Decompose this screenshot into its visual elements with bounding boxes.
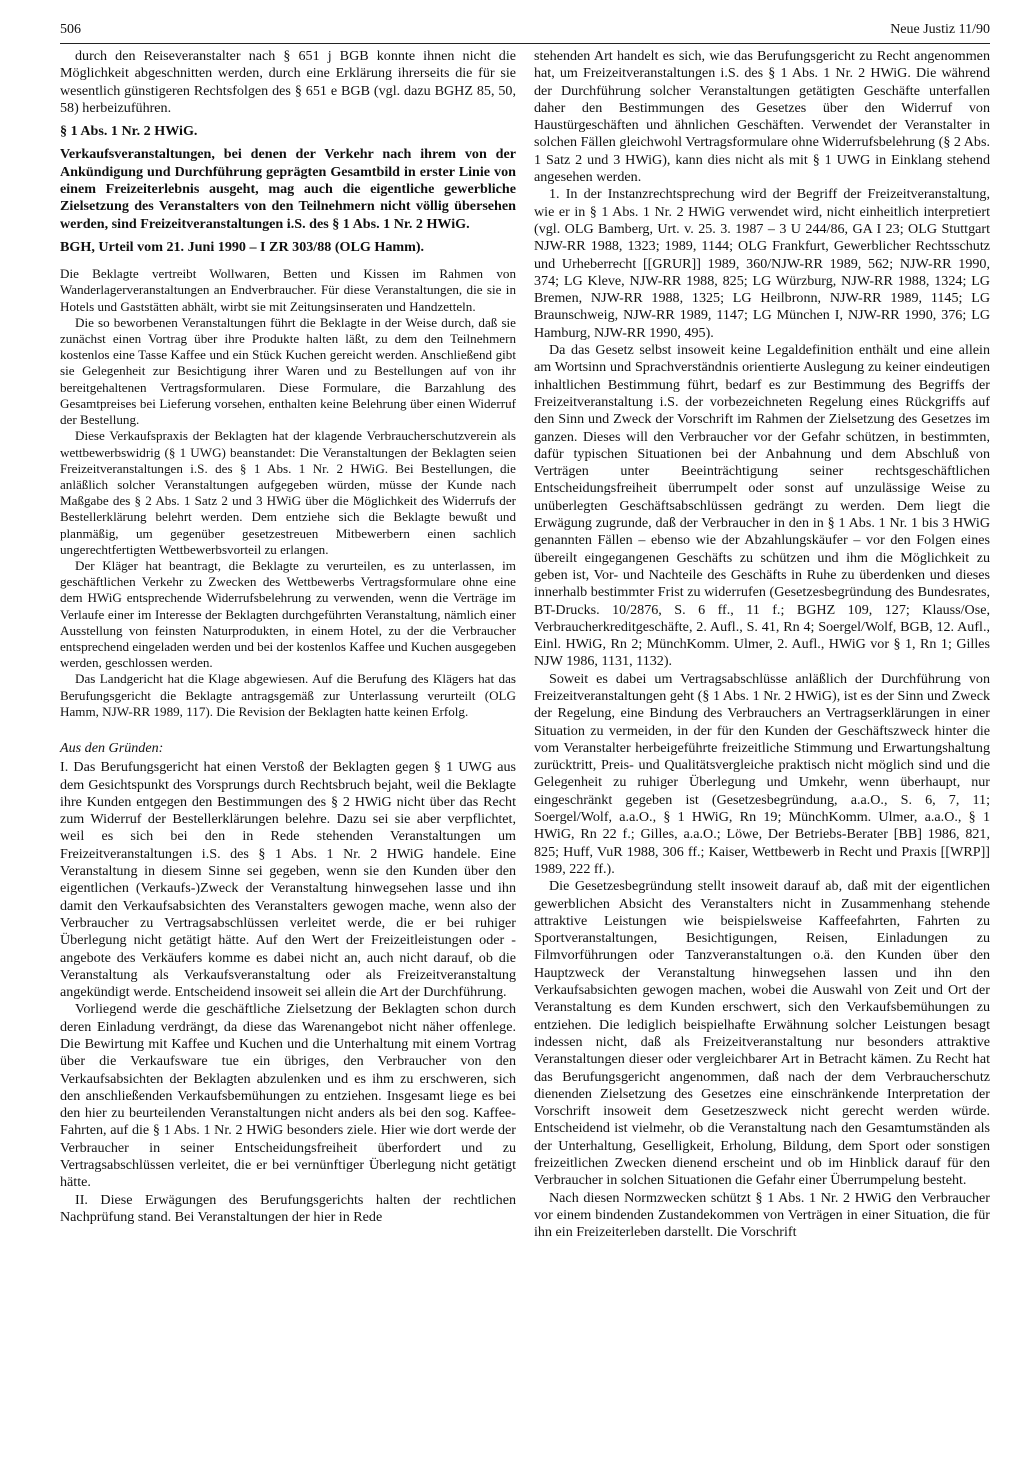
headnote: Verkaufsveranstaltungen, bei denen der Verkehr nach ihrem von der Ankündigung und Durchführung geprägten Gesamtbild in erster Linie von einem Freizeiterlebnis ausgeht, mag auch die eigentliche gewerbliche Zielsetzung des Veranstalters von den Teilnehmern nicht völlig übersehen werden, sind Freizeitveranstaltungen i.S. des § 1 Abs. 1 Nr. 2 HWiG.	[60, 146, 516, 232]
facts-paragraph: Die Beklagte vertreibt Wollwaren, Betten und Kissen im Rahmen von Wanderlagerveranstaltungen an Endverbraucher. Für diese Veranstaltungen, die sie in Hotels und Gaststätten abhält, wirbt sie mit Zeitungsinseraten und Handzetteln.	[60, 266, 516, 314]
header-rule	[60, 43, 990, 44]
paragraph: Soweit es dabei um Vertragsabschlüsse anläßlich der Durchführung von Freizeitveranstaltungen geht (§ 1 Abs. 1 Nr. 2 HWiG), ist es der Sinn und Zweck der Regelung, eine Bindung des Verbrauchers an Vertragserklärungen in einer Situation zu vermeiden, in der für den Kunden der Geschäftszweck hinter die vom Veranstalter herbeigeführte freizeitliche Stimmung und Erwartungshaltung zurücktritt, Preis- und Qualitätsvergleiche praktisch nicht möglich sind und die Gelegenheit zu ruhiger Überlegung und Umkehr, wenn überhaupt, nur eingeschränkt gegeben ist (Gesetzesbegründung, a.a.O., S. 6, 7, 11; Soergel/Wolf, a.a.O., § 1 HWiG, Rn 19; MünchKomm. Ulmer, a.a.O., § 1 HWiG, Rn 22 f.; Gilles, a.a.O.; Löwe, Der Betriebs-Berater [BB] 1986, 821, 825; Huff, VuR 1988, 306 ff.; Kaiser, Wettbewerb in Recht und Praxis [[WRP]] 1989, 222 ff.).	[534, 670, 990, 877]
paragraph: stehenden Art handelt es sich, wie das Berufungsgericht zu Recht angenommen hat, um Freizeitveranstaltungen i.S. des § 1 Abs. 1 Nr. 2 HWiG. Die während der Durchführung solcher Veranstaltungen getätigten Geschäfte unterfallen daher den Bestimmungen des Gesetzes über den Widerruf von Haustürgeschäften und ähnlichen Geschäften. Verwendet der Veranstalter in solchen Fällen gleichwohl Vertragsformulare ohne Widerrufsbelehrung (§ 2 Abs. 1 Satz 2 und 3 HWiG), kann dies nicht als mit § 1 UWG in Einklang stehend angesehen werden.	[534, 48, 990, 186]
page-header	[60, 22, 990, 44]
paragraph: Nach diesen Normzwecken schützt § 1 Abs. 1 Nr. 2 HWiG den Verbraucher vor einem bindenden Zustandekommen von Verträgen in einer Situation, die für ihn ein Freizeiterleben darstellt. Die Vorschrift	[534, 1189, 990, 1241]
paragraph: I. Das Berufungsgericht hat einen Verstoß der Beklagten gegen § 1 UWG aus dem Gesichtspunkt des Vorsprungs durch Rechtsbruch bejaht, weil die Beklagte ihre Kunden entgegen den Bestimmungen des § 2 HWiG nicht über das Recht zum Widerruf der Bestellerklärungen belehre. Dazu sei sie aber verpflichtet, weil es sich bei den in Rede stehenden Veranstaltungen um Freizeitveranstaltungen i.S. des § 1 Abs. 1 Nr. 2 HWiG handele. Eine Veranstaltung in diesem Sinne sei gegeben, wenn sie den Kunden über den eigentlichen (Verkaufs-)Zweck der Veranstaltung hinwegsehen lasse und ihn damit den Verkaufsabsichten des Veranstalters gewogen mache, wenn also der Verbraucher zu Vertragsabschlüssen verleitet werde, die er bei ruhiger Überlegung nicht getätigt hätte. Auf den Wert der Freizeitleistungen oder -angebote des Verkäufers komme es dabei nicht an, auch nicht darauf, ob die Veranstaltung als Verkaufsveranstaltung oder als Freizeitveranstaltung angekündigt werde. Entscheidend insoweit sei allein die Art der Durchführung.	[60, 759, 516, 1001]
court-citation: BGH, Urteil vom 21. Juni 1990 – I ZR 303/88 (OLG Hamm).	[60, 238, 425, 255]
facts-paragraph: Die so beworbenen Veranstaltungen führt die Beklagte in der Weise durch, daß sie zunächst einen Vortrag über ihre Produkte halten läßt, zu dem den Teilnehmern kostenlos eine Tasse Kaffee und ein Stück Kuchen gereicht werden. Anschließend gibt sie Gelegenheit zur Besichtigung ihrer Waren und zu Bestellungen auf von ihr bereitgehaltenen Vertragsformularen. Diese Formulare, die Barzahlung des Gesamtpreises bei Lieferung vorsehen, enthalten keine Belehrung über einen Widerruf der Bestellung.	[60, 314, 516, 428]
facts-paragraph: Der Kläger hat beantragt, die Beklagte zu verurteilen, es zu unterlassen, im geschäftlichen Verkehr zu Zwecken des Wettbewerbs Vertragsformulare ohne eine dem HWiG entsprechende Widerrufsbelehrung zu verwenden, wenn die Verträge im Verlaufe einer im Interesse der Beklagten durchgeführten Veranstaltung, nämlich einer Ausstellung von feinsten Naturprodukten, in einem Hotel, zu der die Verbraucher entsprechend eingeladen werden und bei der kostenlos Kaffee und Kuchen ausgegeben werden, geschlossen werden.	[60, 557, 516, 671]
paragraph: 1. In der Instanzrechtsprechung wird der Begriff der Freizeitveranstaltung, wie er in § 1 Abs. 1 Nr. 2 HWiG verwendet wird, nicht einheitlich interpretiert (vgl. OLG Bamberg, Urt. v. 25. 3. 1987 – 3 U 244/86, GA I 23; OLG Stuttgart NJW-RR 1988, 1323; 1989, 1144; OLG Frankfurt, Gewerblicher Rechtsschutz und Urheberrecht [[GRUR]] 1989, 360/NJW-RR 1989, 562; NJW-RR 1990, 374; LG Kleve, NJW-RR 1988, 825; LG Würzburg, NJW-RR 1988, 1324; LG Bremen, NJW-RR 1988, 1325; LG Heilbronn, NJW-RR 1989, 1145; LG Braunschweig, NJW-RR 1989, 1147; LG München I, NJW-RR 1990, 376; LG Hamburg, NJW-RR 1990, 495).	[534, 186, 990, 341]
paragraph: Da das Gesetz selbst insoweit keine Legaldefinition enthält und eine allein am Wortsinn und Sprachverständnis orientierte Auslegung zu keiner eindeutigen inhaltlichen Bestimmung führt, bedarf es zur Bestimmung des Begriffs der Freizeitveranstaltung i.S. der vorbezeichneten Regelung eines Rückgriffs auf den Sinn und Zweck der Vorschrift im Rahmen der Zielsetzung des Gesetzes im ganzen. Dieses will den Verbraucher vor der Gefahr schützen, in bestimmten, dafür typischen Situationen bei der Anbahnung und dem Abschluß von Verträgen unter Beeinträchtigung seiner rechtsgeschäftlichen Entscheidungsfreiheit überrumpelt oder sonst auf unzulässige Weise zu unüberlegten Geschäftsabschlüssen gedrängt zu werden. Dem liegt die Erwägung zugrunde, daß der Verbraucher in den in § 1 Abs. 1 Nr. 1 bis 3 HWiG genannten Fällen – ebenso wie der Abzahlungskäufer – vor den Folgen eines übereilt eingegangenen Geschäfts zu schützen und ihm die Möglichkeit zu geben ist, Vor- und Nachteile des Geschäfts in Ruhe zu überdenken und dieses innerhalb bestimmter Frist zu widerrufen (Gesetzesbegründung des Bundesrates, BT-Drucks. 10/2876, S. 6 ff., 11 f.; BGHZ 109, 127; Klauss/Ose, Verbraucherkreditgeschäfte, 2. Aufl., S. 41, Rn 4; Soergel/Wolf, BGB, 12. Aufl., Einl. HWiG, Rn 2; MünchKomm. Ulmer, 2. Aufl., HWiG vor § 1, Rn 1; Gilles NJW 1986, 1131, 1132).	[534, 342, 990, 670]
paragraph: Vorliegend werde die geschäftliche Zielsetzung der Beklagten schon durch deren Einladung verdrängt, da diese das Warenangebot nicht näher offenlege. Die Bewirtung mit Kaffee und Kuchen und die Unterhaltung mit einem Vortrag über die Verkaufsware tue ein übriges, den Verbraucher von den Verkaufsabsichten der Beklagten abzulenken und es ihm zu erschweren, sich den anschließenden Verkaufsbemühungen zu entziehen. Insgesamt liege es bei den hier zu beurteilenden Veranstaltungen nicht anders als bei den sog. Kaffee-Fahrten, auf die § 1 Abs. 1 Nr. 2 HWiG besonders ziele. Hier wie dort werde der Verbraucher in seiner Entscheidungsfreiheit überfordert und zu Vertragsabschlüssen verleitet, die er bei vernünftiger Überlegung nicht getätigt hätte.	[60, 1001, 516, 1191]
paragraph: Die Gesetzesbegründung stellt insoweit darauf ab, daß mit der eigentlichen gewerblichen Absicht des Veranstalters nicht in Zusammenhang stehende attraktive Leistungen wie beispielsweise Kaffeefahrten, Fahrten zu Sportveranstaltungen, Besichtigungen, Reisen, Einladungen zu Filmvorführungen oder Tanzveranstaltungen o.ä. den Kunden über den Hauptzweck der Veranstaltung hinwegsehen lassen und ihn den Verkaufsabsichten gewogen machen, wobei die Auswahl von Zeit und Ort der Veranstaltung es dem Kunden erschwert, sich den Verkaufsbemühungen zu entziehen. Die lediglich beispielhafte Erwähnung solcher Leistungen besagt indessen nicht, daß als Freizeitveranstaltung nur besonders attraktive Veranstaltungen dieser oder vergleichbarer Art in Betracht kämen. Zu Recht hat das Berufungsgericht angenommen, daß nach der dem Verbraucherschutz dienenden Zielsetzung des Gesetzes eine einschränkende Interpretation der Vorschrift insoweit dem Gesetzeszweck nicht gerecht werden würde. Entscheidend ist vielmehr, ob die Veranstaltung nach den Gesamtumständen als der Unterhaltung, Geselligkeit, Erholung, Bildung, dem Sport oder sonstigen freizeitlichen Zwecken dienend erscheint und ob im Hinblick darauf für den Verbraucher in solchen Situationen die Gefahr einer Überrumpelung besteht.	[534, 878, 990, 1189]
facts-paragraph: Diese Verkaufspraxis der Beklagten hat der klagende Verbraucherschutzverein als wettbewerbswidrig (§ 1 UWG) beanstandet: Die Veranstaltungen der Beklagten seien Freizeitveranstaltungen i.S. des § 1 Abs. 1 Nr. 2 HWiG. Bei Bestellungen, die anläßlich solcher Veranstaltungen aufgegeben würden, müsse der Kunde nach Maßgabe des § 2 Abs. 1 Satz 2 und 3 HWiG über die Möglichkeit des Widerrufs der Bestellerklärung belehrt werden. Dem entziehe sich die Beklagte bewußt und planmäßig, um gegenüber gesetzestreuen Mitbewerbern einen sachlich ungerechtfertigten Wettbewerbsvorteil zu erlangen.	[60, 428, 516, 557]
facts-paragraph: Das Landgericht hat die Klage abgewiesen. Auf die Berufung des Klägers hat das Berufungsgericht die Beklagte antragsgemäß zur Unterlassung verurteilt (OLG Hamm, NJW-RR 1989, 117). Die Revision der Beklagten hatte keinen Erfolg.	[60, 671, 516, 719]
paragraph: II. Diese Erwägungen des Berufungsgerichts halten der rechtlichen Nachprüfung stand. Bei Veranstaltungen der hier in Rede	[60, 1191, 516, 1225]
reasons-heading: Aus den Gründen:	[60, 739, 164, 756]
left-column	[60, 48, 516, 1226]
journal-issue: Neue Justiz 11/90	[890, 22, 990, 37]
norm-heading: § 1 Abs. 1 Nr. 2 HWiG.	[60, 123, 198, 140]
right-column	[534, 48, 990, 1241]
paragraph: durch den Reiseveranstalter nach § 651 j BGB konnte ihnen nicht die Möglichkeit abgeschnitten werden, durch eine Erklärung ihrerseits die für sie wesentlich günstigeren Rechtsfolgen des § 651 e BGB (vgl. dazu BGHZ 85, 50, 58) herbeizuführen.	[60, 48, 516, 116]
page-number: 506	[60, 22, 81, 37]
